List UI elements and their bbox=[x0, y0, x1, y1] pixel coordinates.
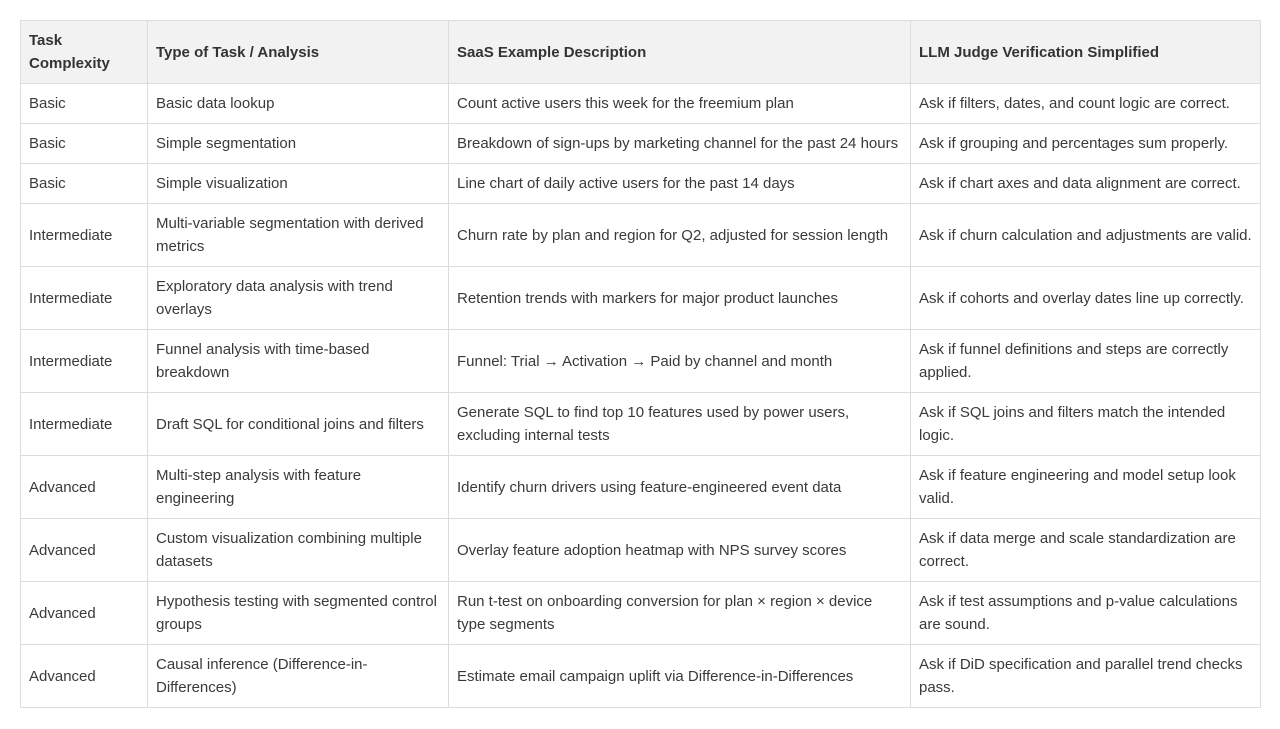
cell-example: Line chart of daily active users for the past 14 days bbox=[449, 164, 911, 204]
cell-example: Breakdown of sign-ups by marketing channel for the past 24 hours bbox=[449, 124, 911, 164]
cell-task-type: Basic data lookup bbox=[148, 84, 449, 124]
cell-complexity: Intermediate bbox=[21, 330, 148, 393]
cell-task-type: Hypothesis testing with segmented control groups bbox=[148, 582, 449, 645]
cell-task-type: Multi-step analysis with feature engineering bbox=[148, 456, 449, 519]
cell-task-type: Draft SQL for conditional joins and filters bbox=[148, 393, 449, 456]
cell-complexity: Basic bbox=[21, 84, 148, 124]
cell-example: Funnel: Trial → Activation → Paid by channel and month bbox=[449, 330, 911, 393]
cell-verification: Ask if grouping and percentages sum properly. bbox=[911, 124, 1261, 164]
cell-complexity: Advanced bbox=[21, 519, 148, 582]
cell-complexity: Advanced bbox=[21, 645, 148, 708]
cell-complexity: Basic bbox=[21, 124, 148, 164]
cell-verification: Ask if DiD specification and parallel trend checks pass. bbox=[911, 645, 1261, 708]
cell-example: Run t-test on onboarding conversion for plan × region × device type segments bbox=[449, 582, 911, 645]
cell-example: Retention trends with markers for major product launches bbox=[449, 267, 911, 330]
task-complexity-table bbox=[20, 20, 1261, 708]
header-type-of-task: Type of Task / Analysis bbox=[148, 21, 449, 84]
cell-task-type: Exploratory data analysis with trend overlays bbox=[148, 267, 449, 330]
table-body bbox=[21, 84, 1261, 708]
table-row bbox=[21, 267, 1261, 330]
cell-verification: Ask if cohorts and overlay dates line up correctly. bbox=[911, 267, 1261, 330]
cell-example: Count active users this week for the freemium plan bbox=[449, 84, 911, 124]
cell-complexity: Advanced bbox=[21, 456, 148, 519]
table-row bbox=[21, 519, 1261, 582]
cell-task-type: Custom visualization combining multiple datasets bbox=[148, 519, 449, 582]
cell-verification: Ask if data merge and scale standardization are correct. bbox=[911, 519, 1261, 582]
table-header bbox=[21, 21, 1261, 84]
table-row bbox=[21, 84, 1261, 124]
cell-example: Estimate email campaign uplift via Difference-in-Differences bbox=[449, 645, 911, 708]
table-row bbox=[21, 164, 1261, 204]
cell-verification: Ask if test assumptions and p-value calculations are sound. bbox=[911, 582, 1261, 645]
cell-verification: Ask if chart axes and data alignment are correct. bbox=[911, 164, 1261, 204]
cell-verification: Ask if churn calculation and adjustments are valid. bbox=[911, 204, 1261, 267]
cell-task-type: Multi-variable segmentation with derived metrics bbox=[148, 204, 449, 267]
table-container bbox=[20, 20, 1260, 708]
table-row bbox=[21, 204, 1261, 267]
cell-complexity: Intermediate bbox=[21, 267, 148, 330]
cell-verification: Ask if feature engineering and model setup look valid. bbox=[911, 456, 1261, 519]
cell-verification: Ask if funnel definitions and steps are correctly applied. bbox=[911, 330, 1261, 393]
table-row bbox=[21, 456, 1261, 519]
cell-task-type: Simple segmentation bbox=[148, 124, 449, 164]
cell-complexity: Intermediate bbox=[21, 204, 148, 267]
cell-example: Generate SQL to find top 10 features used by power users, excluding internal tests bbox=[449, 393, 911, 456]
header-llm-judge-verification: LLM Judge Verification Simplified bbox=[911, 21, 1261, 84]
cell-complexity: Intermediate bbox=[21, 393, 148, 456]
cell-complexity: Advanced bbox=[21, 582, 148, 645]
table-row bbox=[21, 645, 1261, 708]
cell-task-type: Funnel analysis with time-based breakdown bbox=[148, 330, 449, 393]
cell-task-type: Simple visualization bbox=[148, 164, 449, 204]
table-row bbox=[21, 124, 1261, 164]
cell-complexity: Basic bbox=[21, 164, 148, 204]
cell-example: Identify churn drivers using feature-engineered event data bbox=[449, 456, 911, 519]
cell-example: Overlay feature adoption heatmap with NPS survey scores bbox=[449, 519, 911, 582]
table-row bbox=[21, 393, 1261, 456]
cell-verification: Ask if filters, dates, and count logic are correct. bbox=[911, 84, 1261, 124]
header-row bbox=[21, 21, 1261, 84]
table-row bbox=[21, 330, 1261, 393]
header-task-complexity: Task Complexity bbox=[21, 21, 148, 84]
table-row bbox=[21, 582, 1261, 645]
header-saas-example: SaaS Example Description bbox=[449, 21, 911, 84]
cell-example: Churn rate by plan and region for Q2, adjusted for session length bbox=[449, 204, 911, 267]
cell-task-type: Causal inference (Difference-in-Differences) bbox=[148, 645, 449, 708]
cell-verification: Ask if SQL joins and filters match the intended logic. bbox=[911, 393, 1261, 456]
